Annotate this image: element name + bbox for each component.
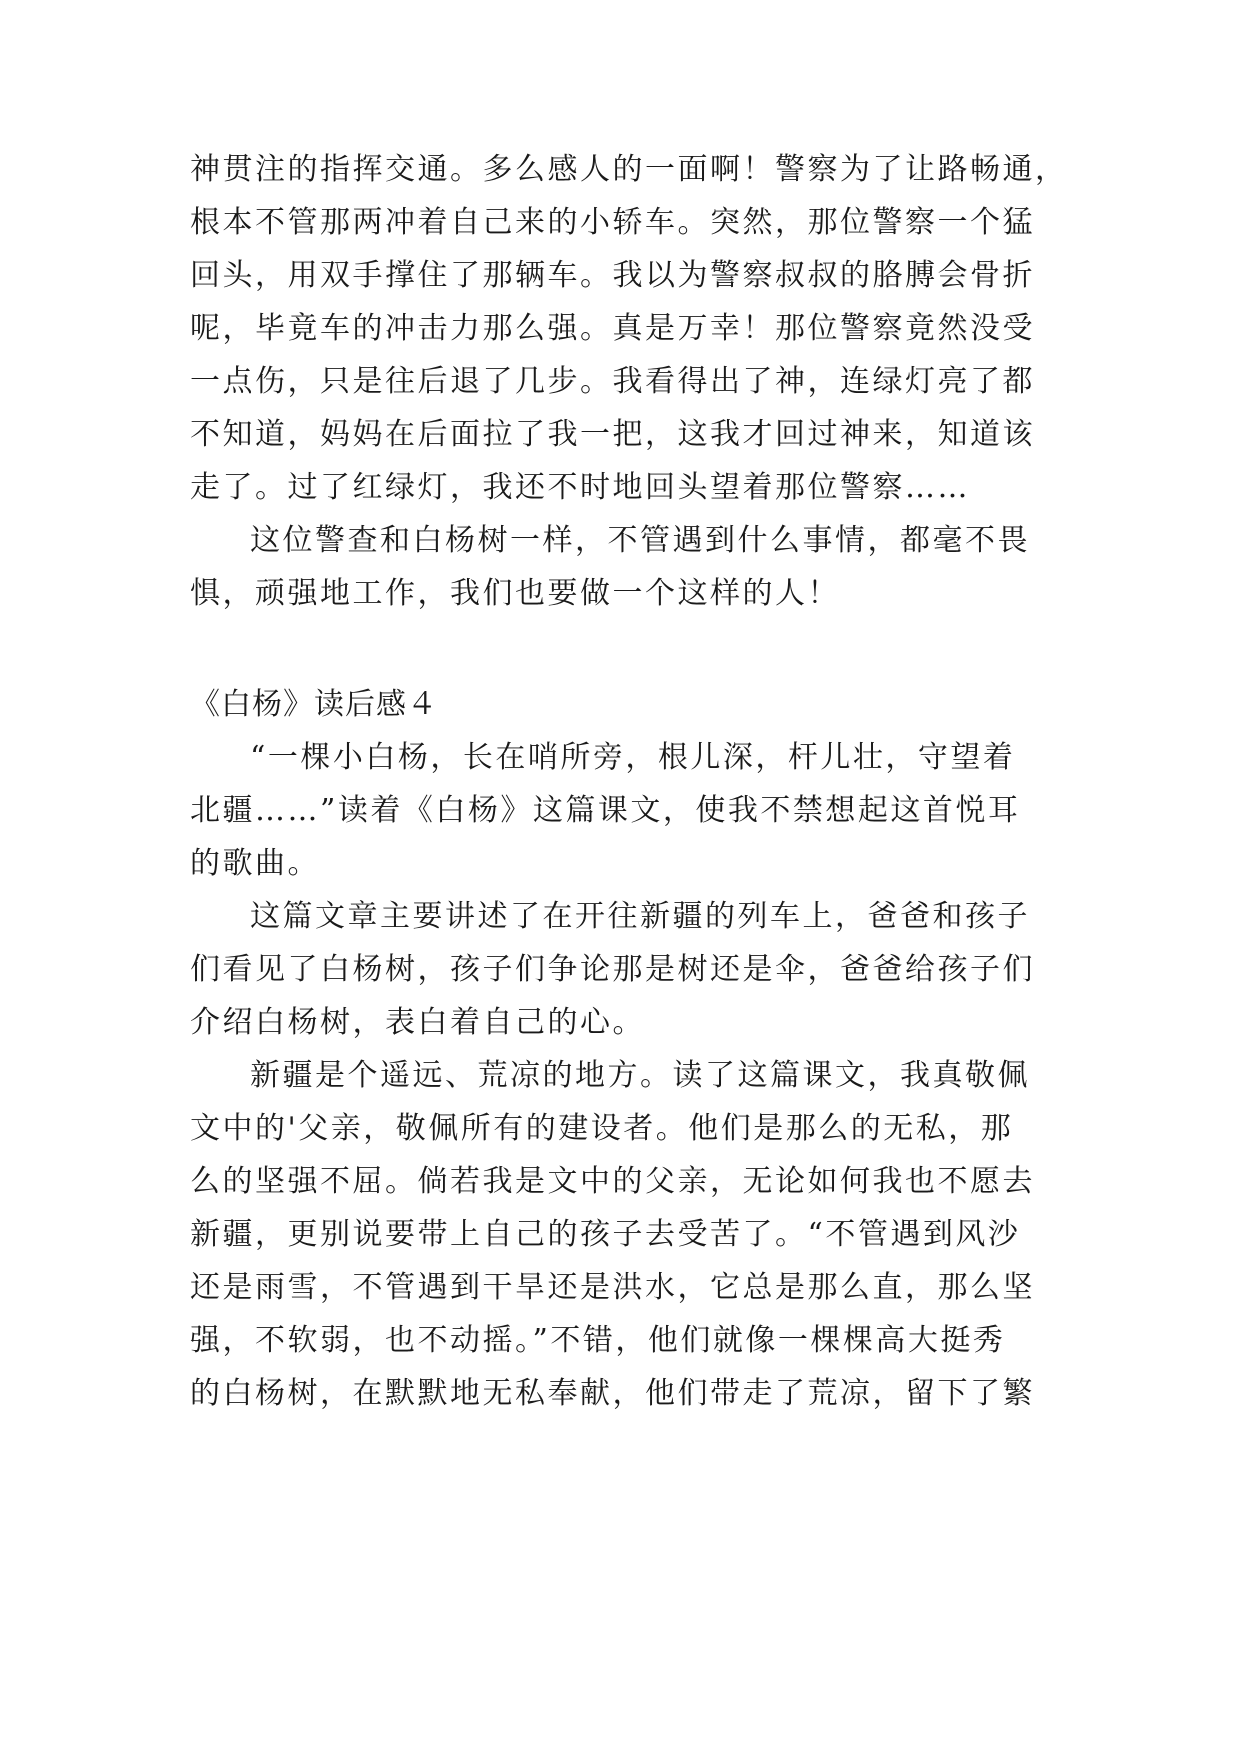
paragraph-2-line-2: 们看见了白杨树，孩子们争论那是树还是伞，爸爸给孩子们: [190, 952, 1035, 987]
continuation-line-7: 走了。过了红绿灯，我还不时地回头望着那位警察……: [190, 470, 970, 505]
continuation-line-4: 呢，毕竟车的冲击力那么强。真是万幸！那位警察竟然没受: [190, 311, 1035, 346]
paragraph-2-line-3: 介绍白杨树，表白着自己的心。: [190, 1005, 645, 1040]
paragraph-2-line-1: 这篇文章主要讲述了在开往新疆的列车上，爸爸和孩子: [250, 899, 1030, 934]
paragraph-1-line-1: “一棵小白杨，长在哨所旁，根儿深，杆儿壮，守望着: [250, 740, 1016, 775]
paragraph-3-line-2: 文中的'父亲，敬佩所有的建设者。他们是那么的无私，那: [190, 1111, 1014, 1146]
paragraph-3-line-3: 么的坚强不屈。倘若我是文中的父亲，无论如何我也不愿去: [190, 1164, 1035, 1199]
continuation-line-6: 不知道，妈妈在后面拉了我一把，这我才回过神来，知道该: [190, 417, 1035, 452]
continuation-line-3: 回头，用双手撑住了那辆车。我以为警察叔叔的胳膊会骨折: [190, 258, 1035, 293]
paragraph-3-line-4: 新疆，更别说要带上自己的孩子去受苦了。“不管遇到风沙: [190, 1217, 1021, 1252]
closing-line-1: 这位警查和白杨树一样，不管遇到什么事情，都毫不畏: [250, 523, 1030, 558]
paragraph-1-line-3: 的歌曲。: [190, 846, 320, 881]
paragraph-3-line-6: 强，不软弱，也不动摇。”不错，他们就像一棵棵高大挺秀: [190, 1323, 1006, 1358]
section-title: 《白杨》读后感４: [190, 687, 438, 722]
continuation-line-2: 根本不管那两冲着自己来的小轿车。突然，那位警察一个猛: [190, 205, 1035, 240]
paragraph-3-line-5: 还是雨雪，不管遇到干旱还是洪水，它总是那么直，那么坚: [190, 1270, 1035, 1305]
closing-line-2: 惧，顽强地工作，我们也要做一个这样的人！: [190, 576, 840, 611]
paragraph-3-line-1: 新疆是个遥远、荒凉的地方。读了这篇课文，我真敬佩: [250, 1058, 1030, 1093]
continuation-line-1: 神贯注的指挥交通。多么感人的一面啊！警察为了让路畅通，: [190, 152, 1068, 187]
paragraph-1-line-2: 北疆……”读着《白杨》这篇课文，使我不禁想起这首悦耳: [190, 793, 1021, 828]
continuation-line-5: 一点伤，只是往后退了几步。我看得出了神，连绿灯亮了都: [190, 364, 1035, 399]
paragraph-3-line-7: 的白杨树，在默默地无私奉献，他们带走了荒凉，留下了繁: [190, 1376, 1035, 1411]
